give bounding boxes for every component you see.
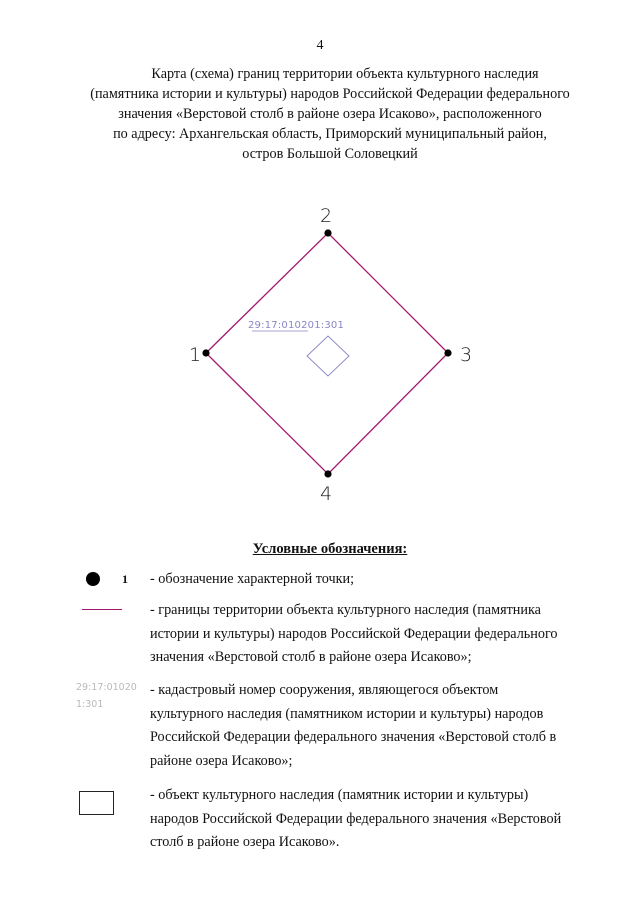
legend-line: - границы территории объекта культурного наследия (памятника (150, 602, 541, 618)
legend-line: столб в районе озера Исаково». (150, 834, 340, 850)
monument-object-rect (307, 336, 349, 376)
title-line: (памятника истории и культуры) народов Российской Федерации федерального (90, 86, 570, 102)
point-marker-1 (202, 349, 209, 356)
point-label-3: 3 (460, 344, 473, 366)
legend-item-text (150, 568, 600, 592)
title-line: остров Большой Соловецкий (242, 146, 418, 162)
page-number: 4 (316, 38, 324, 53)
cadastral-sample-line: 1:301 (76, 699, 104, 710)
cadastral-number-sample (76, 679, 146, 713)
legend-line: истории и культуры) народов Российской Федерации федерального (150, 625, 558, 642)
legend-line: значения «Верстовой столб в районе озера Исаково»; (150, 649, 472, 665)
legend-line: культурного наследия (памятником истории и культуры) народов (150, 705, 544, 722)
cadastral-label: 29:17:010201:301 (248, 320, 345, 331)
point-dot-icon (86, 572, 100, 586)
legend-line: Российской Федерации федерального значения «Верстовой столб в (150, 729, 557, 745)
legend-title: Условные обозначения: (252, 541, 408, 557)
legend-line: районе озера Исаково»; (150, 752, 293, 769)
title-line: по адресу: Архангельская область, Приморский муниципальный район, (113, 126, 547, 142)
point-label-2: 2 (320, 205, 333, 227)
legend-line: народов Российской Федерации федерального значения «Верстовой (150, 810, 562, 827)
point-label-4: 4 (320, 483, 333, 505)
point-marker-3 (444, 349, 451, 356)
boundary-line-icon (82, 609, 122, 610)
legend-item-text (150, 599, 600, 670)
point-marker-4 (324, 470, 331, 477)
legend-line: - кадастровый номер сооружения, являющегося объектом (150, 682, 499, 698)
point-label-1: 1 (189, 344, 202, 366)
legend-item-text (150, 784, 600, 855)
title-line: значения «Верстовой столб в районе озера Исаково», расположенного (118, 106, 542, 122)
object-rectangle-icon (79, 791, 114, 815)
point-number-sample: 1 (122, 572, 128, 586)
legend-item-text (150, 679, 600, 773)
legend-line: - обозначение характерной точки; (150, 571, 355, 587)
legend-line: - объект культурного наследия (памятник истории и культуры) (150, 787, 529, 803)
boundary-polygon (206, 233, 448, 474)
point-marker-2 (324, 229, 331, 236)
title-line: Карта (схема) границ территории объекта культурного наследия (151, 66, 539, 82)
cadastral-sample-line: 29:17:01020 (76, 682, 137, 693)
